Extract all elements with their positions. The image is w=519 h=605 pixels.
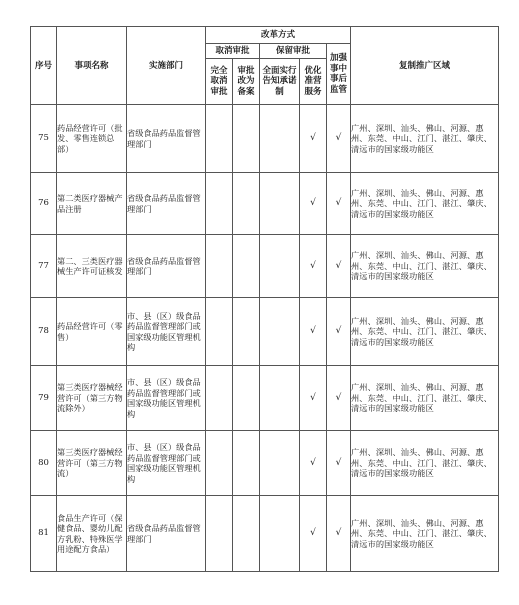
row-dept: 市、县（区）级食品药品监督管理部门或国家级功能区管理机构 [127,298,206,366]
row-full-cancel [206,105,233,173]
row-to-filing [233,173,260,235]
row-full-cancel [206,366,233,431]
row-strengthen-check: √ [327,235,351,298]
row-full-commit [260,235,300,298]
row-to-filing [233,366,260,431]
row-number: 80 [31,431,57,496]
row-item-name: 食品生产许可（保健食品、婴幼儿配方乳粉、特殊医学用途配方食品） [57,496,127,572]
header-to-filing [233,59,260,105]
table-row [31,298,499,366]
row-number: 81 [31,496,57,572]
table-row [31,235,499,298]
row-region: 广州、深圳、汕头、佛山、河源、惠州、东莞、中山、江门、湛江、肇庆、清远市的国家级功能区 [351,173,499,235]
row-strengthen-check: √ [327,105,351,173]
row-region: 广州、深圳、汕头、佛山、河源、惠州、东莞、中山、江门、湛江、肇庆、清远市的国家级功能区 [351,496,499,572]
row-strengthen-check: √ [327,173,351,235]
row-region: 广州、深圳、汕头、佛山、河源、惠州、东莞、中山、江门、湛江、肇庆、清远市的国家级功能区 [351,235,499,298]
row-full-commit [260,173,300,235]
row-to-filing [233,235,260,298]
row-number: 79 [31,366,57,431]
row-region: 广州、深圳、汕头、佛山、河源、惠州、东莞、中山、江门、湛江、肇庆、清远市的国家级功能区 [351,366,499,431]
table-row [31,105,499,173]
row-item-name: 药品经营许可（零售） [57,298,127,366]
row-optimize-check: √ [300,431,327,496]
header-strengthen-text: 加强事中事后监管 [329,53,347,95]
header-full-commit-text: 全面实行告知承诺制 [262,65,297,97]
row-optimize-check: √ [300,298,327,366]
row-dept: 省级食品药品监督管理部门 [127,173,206,235]
row-item-name: 第三类医疗器械经营许可（第三方物流除外） [57,366,127,431]
row-dept: 省级食品药品监督管理部门 [127,496,206,572]
header-optimize [300,59,327,105]
row-full-commit [260,105,300,173]
row-number: 76 [31,173,57,235]
row-dept: 省级食品药品监督管理部门 [127,105,206,173]
header-seq: 序号 [31,27,57,105]
header-dept: 实施部门 [127,27,206,105]
header-item-name: 事项名称 [57,27,127,105]
table-row [31,431,499,496]
row-optimize-check: √ [300,496,327,572]
row-to-filing [233,105,260,173]
header-to-filing-text: 审批改为备案 [237,65,255,97]
row-region: 广州、深圳、汕头、佛山、河源、惠州、东莞、中山、江门、湛江、肇庆、清远市的国家级功能区 [351,431,499,496]
table-row [31,496,499,572]
row-strengthen-check: √ [327,496,351,572]
table-row [31,173,499,235]
header-region: 复制推广区域 [351,27,499,105]
table-row [31,366,499,431]
header-full-cancel-text: 完全取消审批 [210,65,228,97]
header-cancel-approval: 取消审批 [206,44,260,59]
row-optimize-check: √ [300,366,327,431]
header-keep-approval: 保留审批 [260,44,327,59]
row-item-name: 第三类医疗器械经营许可（第三方物流） [57,431,127,496]
row-full-commit [260,431,300,496]
row-strengthen-check: √ [327,431,351,496]
row-number: 77 [31,235,57,298]
row-optimize-check: √ [300,235,327,298]
row-dept: 市、县（区）级食品药品监督管理部门或国家级功能区管理机构 [127,366,206,431]
row-region: 广州、深圳、汕头、佛山、河源、惠州、东莞、中山、江门、湛江、肇庆、清远市的国家级功能区 [351,298,499,366]
row-number: 75 [31,105,57,173]
row-item-name: 药品经营许可（批发、零售连锁总部） [57,105,127,173]
row-strengthen-check: √ [327,366,351,431]
row-full-cancel [206,235,233,298]
row-optimize-check: √ [300,105,327,173]
row-item-name: 第二、三类医疗器械生产许可证核发 [57,235,127,298]
row-item-name: 第二类医疗器械产品注册 [57,173,127,235]
row-to-filing [233,431,260,496]
row-full-commit [260,366,300,431]
row-full-cancel [206,431,233,496]
row-to-filing [233,298,260,366]
row-region: 广州、深圳、汕头、佛山、河源、惠州、东莞、中山、江门、湛江、肇庆、清远市的国家级功能区 [351,105,499,173]
header-full-cancel [206,59,233,105]
header-strengthen [327,44,351,105]
reform-table [30,26,499,572]
row-dept: 市、县（区）级食品药品监督管理部门或国家级功能区管理机构 [127,431,206,496]
row-full-commit [260,496,300,572]
header-reform: 改革方式 [206,27,351,44]
row-to-filing [233,496,260,572]
row-full-cancel [206,298,233,366]
row-full-cancel [206,496,233,572]
header-full-commit [260,59,300,105]
row-dept: 省级食品药品监督管理部门 [127,235,206,298]
row-strengthen-check: √ [327,298,351,366]
row-full-commit [260,298,300,366]
row-optimize-check: √ [300,173,327,235]
header-optimize-text: 优化准营服务 [304,65,322,97]
row-number: 78 [31,298,57,366]
row-full-cancel [206,173,233,235]
